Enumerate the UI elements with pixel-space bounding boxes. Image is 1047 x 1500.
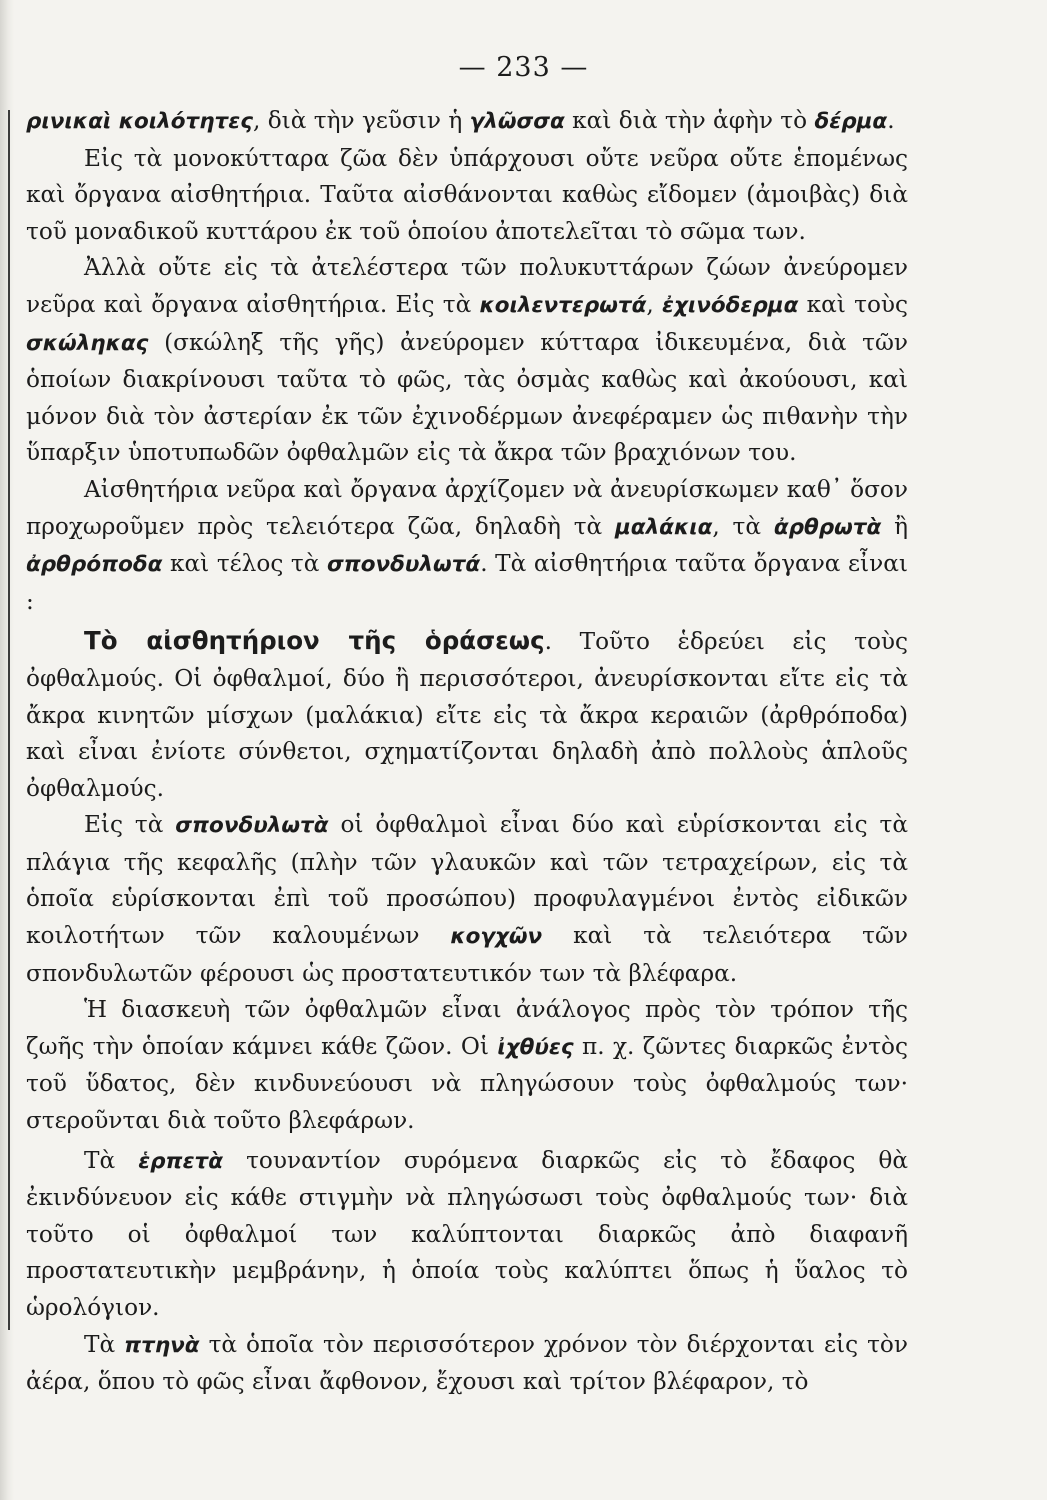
emphasized-term: ρινικαὶ κοιλότητες: [26, 109, 253, 134]
text-run: π. χ. ζῶντες διαρκῶς ἐντὸς τοῦ ὕδατος, δὲν κινδυνεύουσι νὰ πληγώσουν τοὺς ὀφθαλμούς των· στεροῦνται διὰ τοῦτο βλεφάρων.: [26, 1032, 908, 1135]
text-run: τουναντίον συρόμενα διαρκῶς εἰς τὸ ἔδαφος θὰ ἐκινδύνευον εἰς κάθε στιγμὴν νὰ πληγώσωσι τοὺς ὀφθαλμούς των· διὰ τοῦτο οἱ ὀφθαλμοί των καλύπτονται διαρκῶς ἀπὸ διαφανῆ προστατευτικὴν μεμβράνην, ἡ ὁποία τοὺς καλύπτει ὅπως ἡ ὕαλος τὸ ὡρολόγιον.: [26, 1146, 909, 1321]
text-run: Αἰσθητήρια νεῦρα καὶ ὄργανα ἀρχίζομεν νὰ ἀνευρίσκωμεν καθ᾿ ὅσον προχωροῦμεν πρὸς τελειότερα ζῶα, δηλαδὴ τὰ: [26, 475, 908, 540]
text-run: οἱ ὀφθαλμοὶ εἶναι δύο καὶ εὑρίσκονται εἰς τὰ πλάγια τῆς κεφαλῆς (πλὴν τῶν γλαυκῶν καὶ τῶν τετραχείρων, εἰς τὰ ὁποῖα εὑρίσκονται ἐπὶ τοῦ προσώπου) προφυλαγμένοι ἐντὸς εἰδικῶν κοιλοτήτων τῶν καλουμένων: [26, 811, 908, 950]
text-run: ,: [646, 290, 663, 318]
text-run: (σκώληξ τῆς γῆς) ἀνεύρομεν κύτταρα ἰδικευμένα, διὰ τῶν ὁποίων διακρίνουσι ταῦτα τὸ φῶς, τὰς ὀσμὰς καθὼς καὶ ἀκούουσι, καὶ μόνον διὰ τὸν ἀστερίαν ἐκ τῶν ἐχινοδέρμων ἀνεφέραμεν ὡς πιθανὴν τὴν ὕπαρξιν ὑποτυπωδῶν ὀφθαλμῶν εἰς τὰ ἄκρα τῶν βραχιόνων του.: [26, 328, 908, 467]
page-number: 233: [496, 52, 551, 83]
text-run: Τὰ: [84, 1146, 139, 1174]
paragraph-p6: [26, 807, 908, 992]
text-run: τὰ ὁποῖα τὸν περισσότερον χρόνον τὸν διέρχονται εἰς τὸν ἀέρα, ὅπου τὸ φῶς εἶναι ἄφθονον, ἔχουσι καὶ τρίτον βλέφαρον, τὸ: [26, 1330, 908, 1396]
emphasized-term: ἑρπετὰ: [138, 1148, 224, 1174]
emphasized-term: δέρμα: [814, 109, 888, 134]
emphasized-term: κοιλεντερωτά: [479, 292, 647, 318]
paragraph-p7: [26, 992, 908, 1139]
text-run: καὶ τοὺς: [798, 290, 909, 318]
page-header: — 233 —: [458, 52, 589, 83]
section-heading: Τὸ αἰσθητήριον τῆς ὁράσεως: [84, 626, 545, 656]
text-run: ἢ: [881, 512, 908, 540]
emphasized-term: ἀρθρωτὰ: [773, 514, 882, 540]
emphasized-term: ἐχινόδερμα: [662, 292, 799, 318]
paragraph-p1: [26, 103, 908, 141]
text-run: καὶ διὰ τὴν ἁφὴν τὸ: [564, 107, 815, 134]
paragraph-p4: [26, 472, 908, 620]
paragraph-p5: [26, 623, 908, 807]
paragraph-p3: [26, 250, 908, 472]
page-binding-edge: [0, 0, 14, 1500]
emphasized-term: μαλάκια: [614, 514, 713, 540]
text-run: . Τοῦτο ἑδρεύει εἰς τοὺς ὀφθαλμούς. Οἱ ὀφθαλμοί, δύο ἢ περισσότεροι, ἀνευρίσκονται εἴτε εἰς τὰ ἄκρα κινητῶν μίσχων (μαλάκια) εἴτε εἰς τὰ ἄκρα κεραιῶν (ἀρθρόποδα) καὶ εἶναι ἐνίοτε σύνθετοι, σχηματίζονται δηλαδὴ ἀπὸ πολλοὺς ἁπλοῦς ὀφθαλμούς.: [26, 628, 909, 802]
page-edge-shadow: [8, 110, 10, 1330]
text-run: Εἰς τὰ: [84, 811, 176, 839]
text-run: Εἰς τὰ μονοκύτταρα ζῶα δὲν ὑπάρχουσι οὔτε νεῦρα οὔτε ἑπομένως καὶ ὄργανα αἰσθητήρια. Ταῦτα αἰσθάνονται καθὼς εἴδομεν (ἀμοιβὰς) διὰ τοῦ μοναδικοῦ κυττάρου ἐκ τοῦ ὁποίου ἀποτελεῖται τὸ σῶμα των.: [26, 144, 908, 245]
emphasized-term: σπονδυλωτὰ: [175, 813, 329, 839]
emphasized-term: πτηνὰ: [124, 1332, 200, 1358]
emphasized-term: σκώληκας: [26, 330, 149, 356]
paragraph-p8: [26, 1143, 908, 1327]
text-run: Ἀλλὰ οὔτε εἰς τὰ ἀτελέστερα τῶν πολυκυττάρων ζώων ἀνεύρομεν νεῦρα καὶ ὄργανα αἰσθητήρια. Εἰς τὰ: [26, 254, 908, 318]
emphasized-term: ἀρθρόποδα: [26, 552, 163, 578]
emphasized-term: ἰχθύες: [497, 1034, 574, 1060]
paragraph-p2: [26, 141, 908, 251]
text-run: . Τὰ αἰσθητήρια ταῦτα ὄργανα εἶναι :: [26, 550, 908, 615]
text-run: καὶ τέλος τὰ: [162, 550, 327, 578]
emphasized-term: σπονδυλωτά: [326, 552, 481, 578]
text-run: Τὰ: [84, 1330, 125, 1358]
text-run: .: [887, 107, 895, 134]
paragraph-p9: [26, 1327, 908, 1401]
page-body-text: [26, 103, 908, 1401]
text-run: , τὰ: [712, 512, 774, 540]
emphasized-term: κογχῶν: [450, 924, 543, 950]
emphasized-term: γλῶσσα: [469, 109, 565, 134]
text-run: , διὰ τὴν γεῦσιν ἡ: [252, 107, 470, 134]
text-run: Ἡ διασκευὴ τῶν ὀφθαλμῶν εἶναι ἀνάλογος πρὸς τὸν τρόπον τῆς ζωῆς τὴν ὁποίαν κάμνει κάθε ζῶον. Οἱ: [26, 996, 908, 1060]
text-run: καὶ τὰ τελειότερα τῶν σπονδυλωτῶν φέρουσι ὡς προστατευτικόν των τὰ βλέφαρα.: [26, 922, 909, 987]
